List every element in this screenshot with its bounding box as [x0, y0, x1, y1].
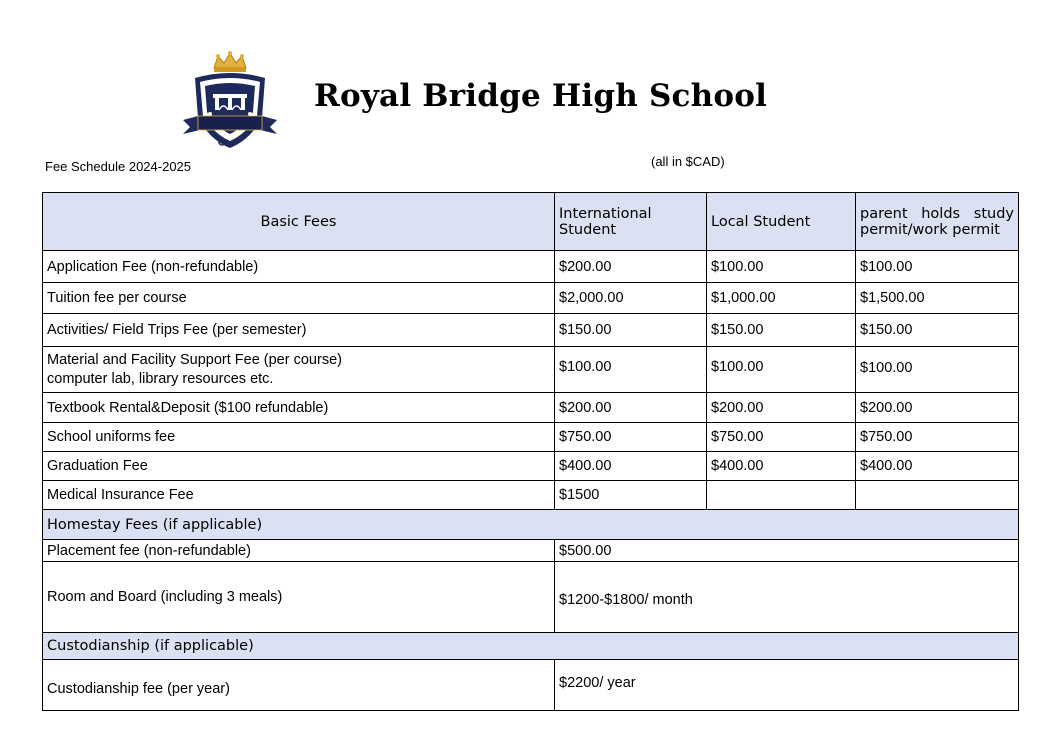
fee-international: $200.00 — [555, 393, 707, 423]
fee-local: $750.00 — [707, 423, 856, 452]
fee-local: $150.00 — [707, 314, 856, 347]
section-row-custodianship — [43, 633, 1019, 660]
column-header-permit: parent holds study permit/work permit — [856, 193, 1019, 251]
fee-international: $750.00 — [555, 423, 707, 452]
column-header-local: Local Student — [707, 193, 856, 251]
table-row — [43, 562, 1019, 633]
fee-label — [43, 347, 555, 393]
fee-international: $150.00 — [555, 314, 707, 347]
fee-international: $1500 — [555, 481, 707, 510]
table-row — [43, 283, 1019, 314]
fee-local: $100.00 — [707, 251, 856, 283]
fee-label: School uniforms fee — [43, 423, 555, 452]
fee-value: $2200/ year — [555, 660, 1019, 711]
crown-icon — [214, 51, 246, 72]
table-row — [43, 347, 1019, 393]
fee-label: Tuition fee per course — [43, 283, 555, 314]
fee-permit — [856, 481, 1019, 510]
fee-permit: $150.00 — [856, 314, 1019, 347]
fee-permit: $100.00 — [856, 347, 1019, 393]
table-row — [43, 452, 1019, 481]
fee-local: $100.00 — [707, 347, 856, 393]
fee-label: Graduation Fee — [43, 452, 555, 481]
fee-international: $2,000.00 — [555, 283, 707, 314]
table-row — [43, 251, 1019, 283]
fee-table — [42, 192, 1019, 711]
fee-international: $100.00 — [555, 347, 707, 393]
fee-permit: $100.00 — [856, 251, 1019, 283]
fee-permit: $750.00 — [856, 423, 1019, 452]
fee-permit: $400.00 — [856, 452, 1019, 481]
fee-schedule-heading: Fee Schedule 2024-2025 — [45, 159, 192, 174]
fee-local — [707, 481, 856, 510]
column-header-international: International Student — [555, 193, 707, 251]
fee-value: $500.00 — [555, 540, 1019, 562]
fee-local: $200.00 — [707, 393, 856, 423]
fee-permit: $200.00 — [856, 393, 1019, 423]
fee-label: Textbook Rental&Deposit ($100 refundable) — [43, 393, 555, 423]
fee-local: $400.00 — [707, 452, 856, 481]
currency-note: (all in $CAD) — [651, 154, 725, 169]
table-row — [43, 540, 1019, 562]
fee-local: $1,000.00 — [707, 283, 856, 314]
school-title: Royal Bridge High School — [314, 78, 768, 114]
fee-permit: $1,500.00 — [856, 283, 1019, 314]
column-header-basic-fees: Basic Fees — [43, 193, 555, 251]
fee-label-line-2: computer lab, library resources etc. — [47, 370, 274, 387]
fee-value: $1200-$1800/ month — [555, 562, 1019, 633]
table-row — [43, 393, 1019, 423]
section-title-homestay: Homestay Fees (if applicable) — [43, 510, 1019, 540]
fee-label: Application Fee (non-refundable) — [43, 251, 555, 283]
fee-international: $200.00 — [555, 251, 707, 283]
table-row — [43, 481, 1019, 510]
table-row — [43, 660, 1019, 711]
fee-label: Room and Board (including 3 meals) — [43, 562, 555, 633]
section-title-custodianship: Custodianship (if applicable) — [43, 633, 1019, 660]
fee-label: Custodianship fee (per year) — [43, 660, 555, 711]
fee-label: Medical Insurance Fee — [43, 481, 555, 510]
section-row-homestay — [43, 510, 1019, 540]
fee-label-line-1: Material and Facility Support Fee (per course) — [47, 351, 342, 368]
fee-label: Placement fee (non-refundable) — [43, 540, 555, 562]
table-row — [43, 314, 1019, 347]
school-crest-logo — [180, 50, 280, 152]
table-row — [43, 423, 1019, 452]
fee-label: Activities/ Field Trips Fee (per semester) — [43, 314, 555, 347]
table-header-row — [43, 193, 1019, 251]
fee-international: $400.00 — [555, 452, 707, 481]
